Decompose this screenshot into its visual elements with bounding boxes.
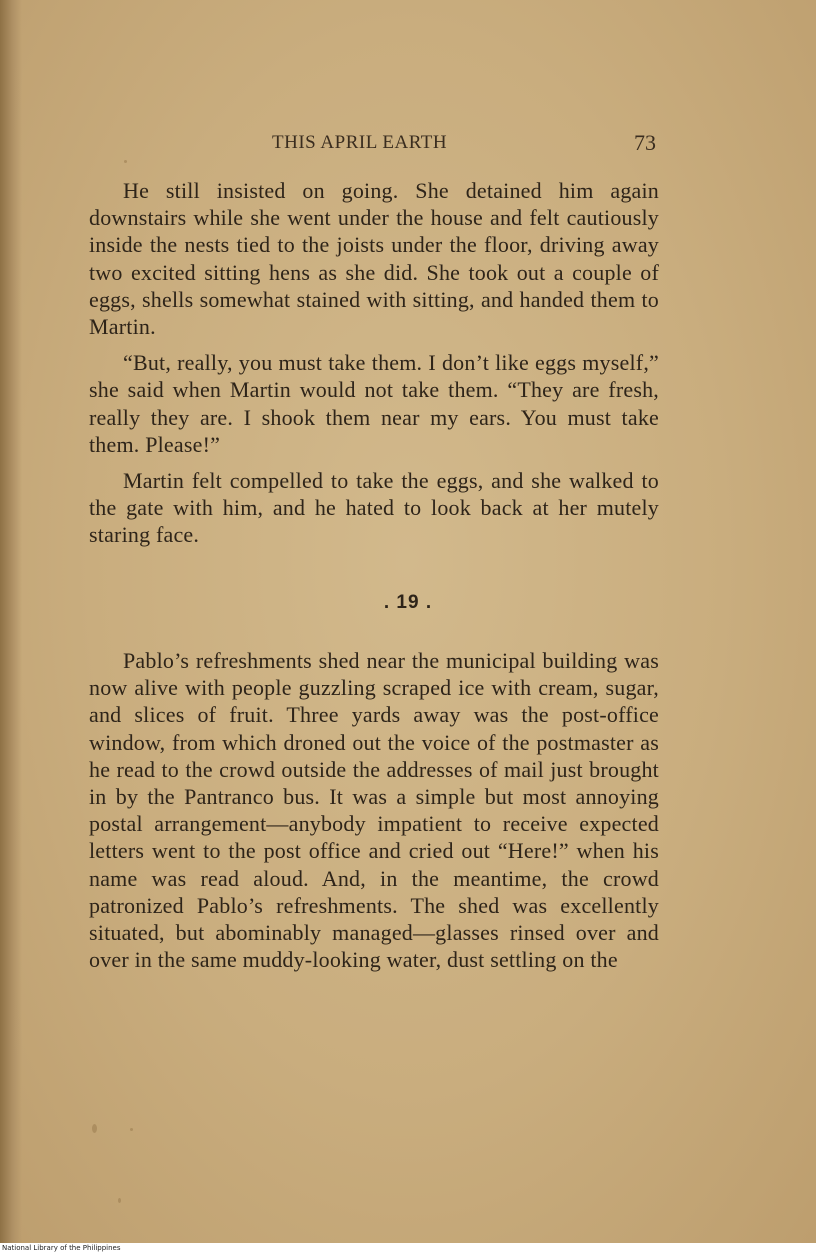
paragraph: “But, really, you must take them. I don’t like eggs myself,” she said when Martin would not take them. “They are fresh, really they are. I shook them near my ears. You must take them. Please!”: [89, 350, 659, 457]
footer-credit: National Library of the Philippines: [2, 1244, 121, 1252]
page-number: 73: [634, 130, 656, 155]
running-head: [90, 130, 658, 160]
paper-speck: [92, 1124, 97, 1133]
text-block-before-section: [89, 177, 659, 558]
section-number: . 19 .: [383, 592, 433, 613]
binding-shadow: [0, 0, 22, 1243]
paper-speck: [118, 1198, 121, 1203]
paper-speck: [124, 160, 127, 163]
running-title: THIS APRIL EARTH: [272, 132, 448, 153]
paragraph: He still insisted on going. She detained him again downstairs while she went under the house and felt cautiously inside the nests tied to the joists under the floor, driving away two excited sitting hens as she did. She took out a couple of eggs, shells somewhat stained with sitting, and handed them to Martin.: [89, 178, 659, 340]
paper-speck: [130, 1128, 133, 1131]
paragraph: Pablo’s refreshments shed near the municipal building was now alive with people guzzling scraped ice with cream, sugar, and slices of fruit. Three yards away was the post-office window, from which droned out the voice of the postmaster as he read to the crowd outside the addresses of mail just brought in by the Pantranco bus. It was a simple but most annoying postal arrangement—anybody impatient to receive expected letters went to the post office and cried out “Here!” when his name was read aloud. And, in the meantime, the crowd patronized Pablo’s refreshments. The shed was excellently situated, but abominably managed—glasses rinsed over and over in the same muddy-looking water, dust settling on the: [89, 648, 659, 973]
paragraph: Martin felt compelled to take the eggs, and she walked to the gate with him, and he hated to look back at her mutely staring face.: [89, 468, 659, 548]
text-block-after-section: [89, 647, 659, 982]
